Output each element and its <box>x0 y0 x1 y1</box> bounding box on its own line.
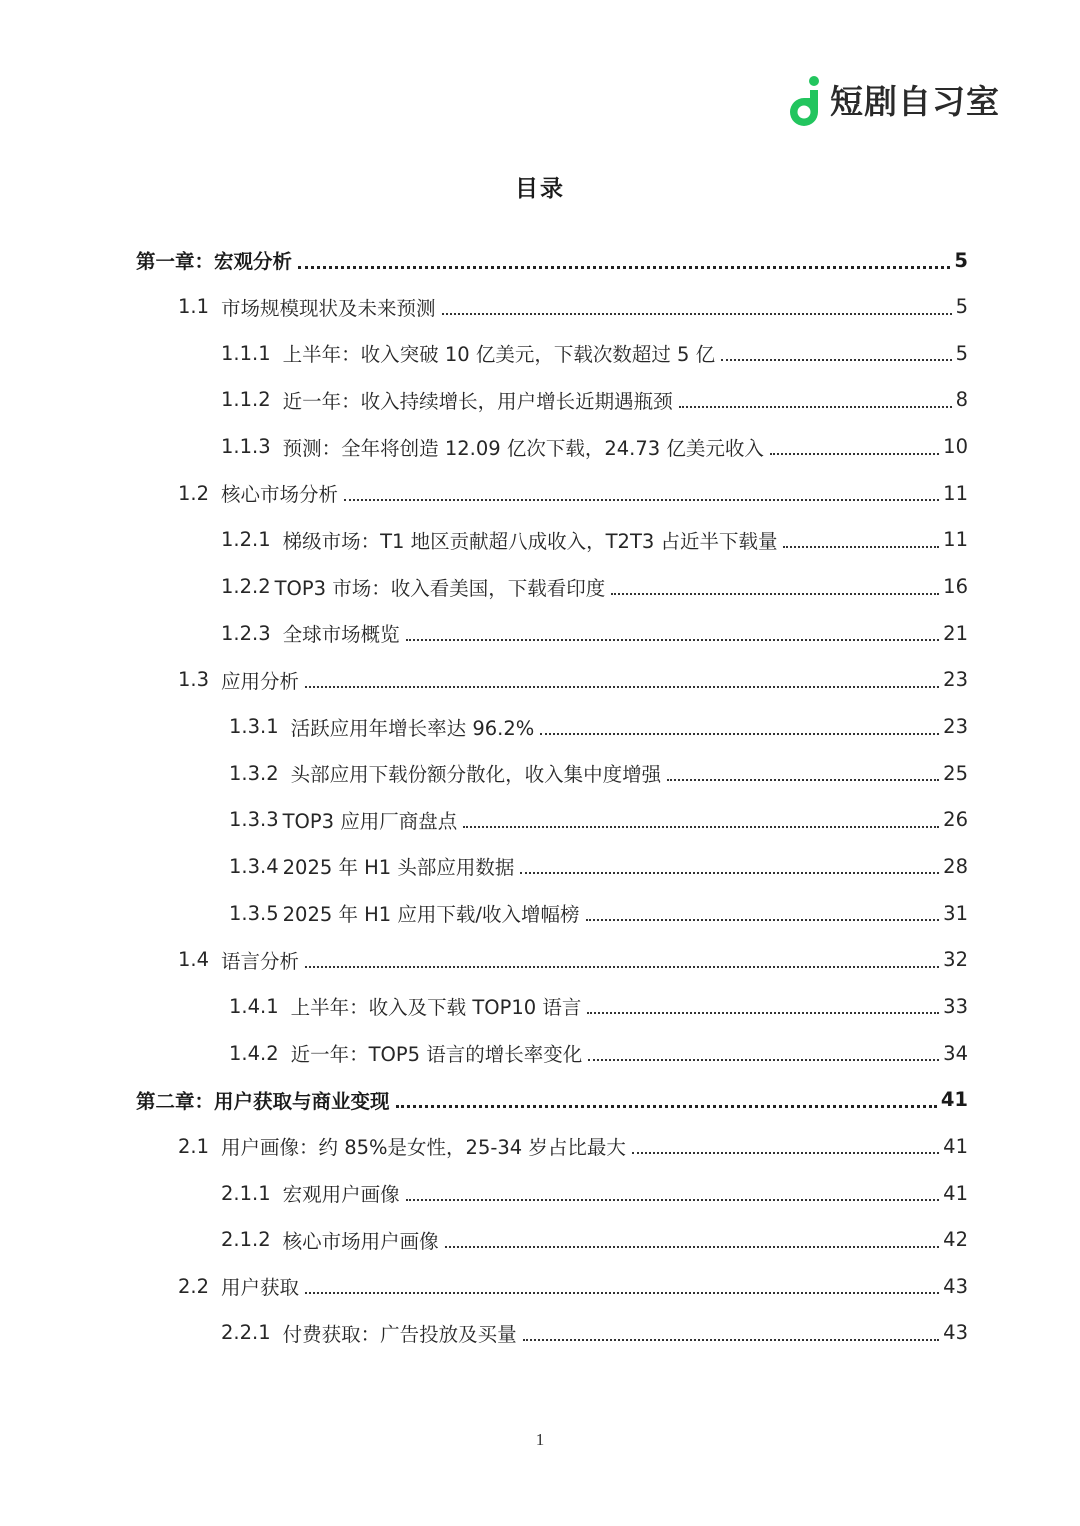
toc-entry-number: 2.2 <box>178 1274 210 1298</box>
toc-entry-page: 23 <box>943 715 968 738</box>
toc-entry-label: 2025 年 H1 头部应用数据 <box>282 856 515 880</box>
toc-entry-number: 1.1.2 <box>221 388 271 412</box>
toc-dot-leader <box>632 1152 939 1154</box>
toc-entry-label: 付费获取：广告投放及买量 <box>282 1322 517 1346</box>
toc-entry-page: 43 <box>943 1274 968 1298</box>
toc-entry-number: 1.2.3 <box>221 621 271 645</box>
toc-entry-label: 用户获取 <box>221 1276 300 1300</box>
toc-entry[interactable] <box>229 1030 968 1076</box>
toc-dot-leader <box>305 686 939 688</box>
toc-entry-number: 2.1 <box>178 1134 210 1158</box>
toc-dot-leader <box>344 499 939 501</box>
toc-entry-page: 41 <box>943 1134 968 1158</box>
toc-entry-page: 8 <box>955 388 968 412</box>
toc-dot-leader <box>396 1105 937 1108</box>
toc-entry[interactable] <box>221 610 968 656</box>
toc-entry-label: 近一年：收入持续增长，用户增长近期遇瓶颈 <box>282 389 673 413</box>
toc-entry-page: 16 <box>943 575 968 599</box>
toc-dot-leader <box>587 1012 939 1014</box>
page-number: 1 <box>535 1430 545 1449</box>
toc-entry-label: 头部应用下载份额分散化，收入集中度增强 <box>290 763 662 787</box>
toc-dot-leader <box>445 1246 940 1248</box>
toc-entry-label: 宏观分析 <box>214 250 293 273</box>
toc-entry-number: 2.1.2 <box>221 1228 271 1252</box>
toc-entry-page: 11 <box>943 528 968 552</box>
toc-entry[interactable] <box>221 377 968 423</box>
toc-entry[interactable] <box>221 330 968 376</box>
toc-entry-page: 32 <box>943 948 968 972</box>
toc-entry-number: 1.1 <box>178 295 210 319</box>
toc-entry[interactable] <box>178 657 968 703</box>
toc-entry[interactable] <box>229 890 968 936</box>
toc-entry-page: 26 <box>943 808 968 832</box>
toc-entry-label: 2025 年 H1 应用下载/收入增幅榜 <box>282 903 580 927</box>
toc-entry-page: 5 <box>955 341 968 365</box>
toc-entry-number: 1.1.1 <box>221 341 271 365</box>
toc-entry-number: 1.3.5 <box>229 901 279 925</box>
toc-entry-label: TOP3 应用厂商盘点 <box>282 809 458 833</box>
toc-entry-label: 宏观用户画像 <box>282 1183 400 1206</box>
toc-entry[interactable] <box>229 750 968 796</box>
toc-entry-label: 语言分析 <box>221 949 300 973</box>
toc-entry-page: 41 <box>940 1088 968 1112</box>
toc-dot-leader <box>305 1292 939 1294</box>
toc-entry[interactable] <box>178 470 968 516</box>
toc-entry-number: 1.2 <box>178 481 210 505</box>
toc-entry-page: 5 <box>954 248 968 272</box>
toc-entry-page: 23 <box>943 668 968 692</box>
toc-entry-page: 10 <box>943 435 968 459</box>
toc-entry-label: 用户获取与商业变现 <box>214 1089 390 1113</box>
toc-chapter[interactable] <box>136 237 968 283</box>
toc-entry-label: 近一年：TOP5 语言的增长率变化 <box>290 1043 583 1067</box>
toc-entry-label: 上半年：收入突破 10 亿美元，下载次数超过 5 亿 <box>282 343 716 367</box>
toc-entry-page: 33 <box>943 994 968 1018</box>
toc-entry[interactable] <box>221 517 968 563</box>
toc-entry-label: 梯级市场：T1 地区贡献超八成收入，T2T3 占近半下载量 <box>282 529 778 553</box>
toc-title: 目录 <box>515 176 565 202</box>
toc-dot-leader <box>783 546 939 548</box>
toc-entry[interactable] <box>221 1170 968 1216</box>
toc-entry-page: 11 <box>943 481 968 505</box>
toc-dot-leader <box>721 359 951 361</box>
toc-entry-number: 1.4.1 <box>229 994 279 1018</box>
toc-entry-number: 1.3.1 <box>229 715 279 738</box>
toc-dot-leader <box>406 639 940 641</box>
toc-dot-leader <box>667 779 939 781</box>
toc-entry-number: 第一章： <box>136 250 215 273</box>
toc-entry-page: 34 <box>943 1041 968 1065</box>
toc-entry-number: 2.1.1 <box>221 1181 271 1205</box>
toc-entry-number: 1.4 <box>178 948 210 972</box>
toc-dot-leader <box>586 919 940 921</box>
brand-logo-icon <box>784 74 824 128</box>
toc-entry[interactable] <box>178 1123 968 1169</box>
toc-entry-number: 1.2.1 <box>221 528 271 552</box>
toc-entry-label: 市场规模现状及未来预测 <box>221 296 436 320</box>
toc-entry-label: 预测：全年将创造 12.09 亿次下载，24.73 亿美元收入 <box>282 436 764 460</box>
toc-dot-leader <box>588 1059 939 1061</box>
toc-entry-label: 上半年：收入及下载 TOP10 语言 <box>290 996 582 1020</box>
toc-entry-number: 1.1.3 <box>221 435 271 459</box>
toc-entry-page: 31 <box>943 901 968 925</box>
toc-dot-leader <box>520 872 939 874</box>
toc-dot-leader <box>298 266 950 269</box>
toc-entry-label: 活跃应用年增长率达 96.2% <box>290 716 535 740</box>
toc-dot-leader <box>463 826 939 828</box>
toc-entry-page: 43 <box>943 1321 968 1345</box>
toc-entry[interactable] <box>229 704 968 750</box>
toc-entry[interactable] <box>221 1217 968 1263</box>
toc-entry-label: 核心市场用户画像 <box>282 1229 439 1253</box>
toc-dot-leader <box>523 1339 940 1341</box>
toc-dot-leader <box>442 313 952 315</box>
toc-dot-leader <box>770 453 939 455</box>
toc-entry-page: 25 <box>943 761 968 785</box>
toc-entry-number: 1.3.3 <box>229 808 279 832</box>
toc-dot-leader <box>679 406 952 408</box>
toc-entry-number: 1.4.2 <box>229 1041 279 1065</box>
toc-entry-label: 应用分析 <box>221 669 300 693</box>
toc-entry-label: TOP3 市场：收入看美国，下载看印度 <box>274 576 606 600</box>
toc-entry-number: 1.3 <box>178 668 210 692</box>
toc-entry-number: 1.3.2 <box>229 761 279 785</box>
toc-dot-leader <box>305 966 939 968</box>
toc-entry[interactable] <box>221 424 968 470</box>
toc-entry-page: 41 <box>943 1181 968 1205</box>
toc-entry-number: 第二章： <box>136 1089 215 1113</box>
toc-entry-page: 42 <box>943 1228 968 1252</box>
toc-entry-label: 核心市场分析 <box>221 483 339 507</box>
toc-entry[interactable] <box>221 564 968 610</box>
toc-entry[interactable] <box>221 1310 968 1356</box>
toc-entry-label: 全球市场概览 <box>282 623 400 647</box>
toc-entry[interactable] <box>229 983 968 1029</box>
toc-entry-number: 1.2.2 <box>221 575 271 599</box>
toc-dot-leader <box>406 1199 940 1201</box>
toc-entry-number: 2.2.1 <box>221 1321 271 1345</box>
toc-entry-number: 1.3.4 <box>229 854 279 878</box>
toc-entry[interactable] <box>229 797 968 843</box>
toc-entry[interactable] <box>178 284 968 330</box>
brand-logo <box>784 74 1000 128</box>
toc-chapter[interactable] <box>136 1077 968 1123</box>
toc-entry-label: 用户画像：约 85%是女性，25-34 岁占比最大 <box>221 1136 626 1160</box>
toc-dot-leader <box>540 733 939 735</box>
brand-name: 短剧自习室 <box>830 81 1000 121</box>
toc-entry[interactable] <box>178 937 968 983</box>
toc-entry[interactable] <box>229 843 968 889</box>
toc-entry-page: 21 <box>943 621 968 645</box>
toc-dot-leader <box>611 593 939 595</box>
toc-entry-page: 28 <box>943 854 968 878</box>
toc-entry[interactable] <box>178 1263 968 1309</box>
toc-entry-page: 5 <box>955 295 968 319</box>
